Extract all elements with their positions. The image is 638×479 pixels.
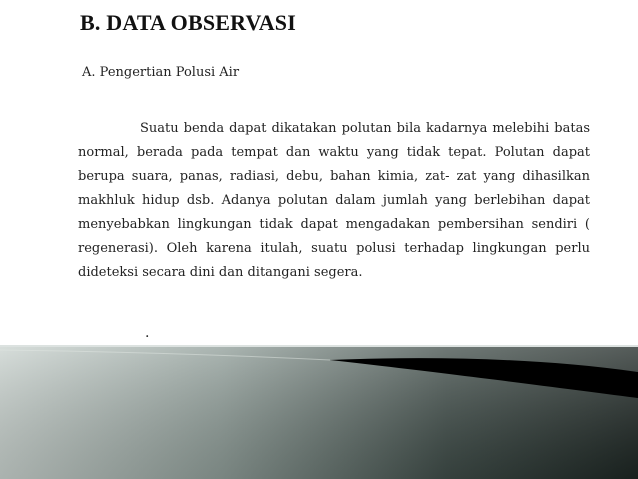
black-swoosh: [330, 358, 638, 398]
body-paragraph: Suatu benda dapat dikatakan polutan bila kadarnya melebihi batas normal, berada pada tempat dan waktu yang tidak tepat. Polutan dapat berupa suara, panas, radiasi, debu, bahan kimia, zat- zat yang dihasilkan makhluk hidup dsb. Adanya polutan dalam jumlah yang berlebihan dapat menyebabkan lingkungan tidak dapat mengadakan pembersihan sendiri ( regenerasi). Oleh karena itulah, suatu polusi terhadap lingkungan perlu dideteksi secara dini dan ditangani segera.: [78, 121, 590, 280]
section-subheading: A. Pengertian Polusi Air: [82, 65, 240, 80]
gradient-band: [0, 347, 638, 479]
gradient-band-shade: [0, 347, 638, 479]
slide-title: B. DATA OBSERVASI: [80, 10, 296, 35]
light-streak: [0, 350, 330, 360]
trailing-mark: .: [145, 325, 150, 341]
